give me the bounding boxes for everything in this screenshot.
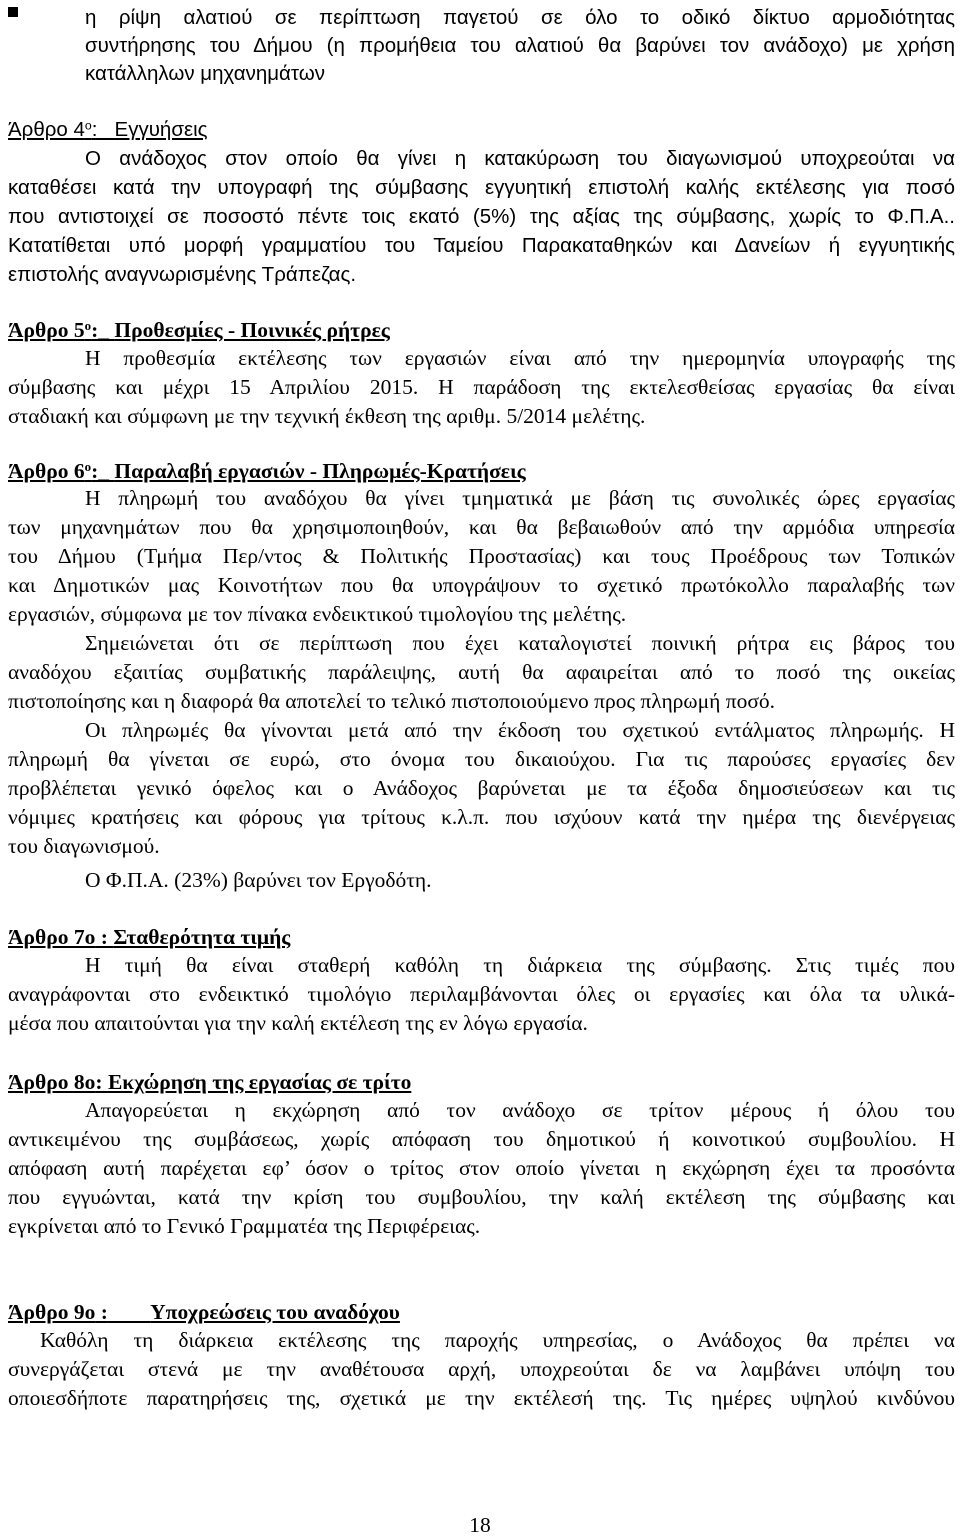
text-line: εργασιών, σύμφωνα με τον πίνακα ενδεικτικού τιμολογίου της μελέτης. bbox=[8, 602, 627, 626]
text-line: μέσα που απαιτούνται για την καλή εκτέλεση της εν λόγω εργασία. bbox=[8, 1011, 588, 1035]
paragraph bbox=[8, 144, 955, 289]
text-line: αντικειμένου της συμβάσεως, χωρίς απόφαση του δημοτικού ή κοινοτικού συμβουλίου. Η bbox=[8, 1127, 955, 1151]
text-line: και Δημοτικών μας Κοινοτήτων που θα υπογράψουν το σχετικό πρωτόκολλο παραλαβής των bbox=[8, 573, 955, 597]
text-line: του Δήμου (Τμήμα Περ/ντος & Πολιτικής Προστασίας) και τους Προέδρους των Τοπικών bbox=[8, 544, 955, 568]
text-line: Η τιμή θα είναι σταθερή καθόλη τη διάρκεια της σύμβασης. Στις τιμές που bbox=[85, 953, 955, 977]
article-8-body bbox=[8, 1096, 955, 1241]
text-line: απόφαση αυτή παρέχεται εφ’ όσον ο τρίτος στον οποίο γίνεται η εκχώρηση έχει τα προσόντα bbox=[8, 1156, 955, 1180]
paragraph bbox=[8, 629, 955, 716]
text-line: νόμιμες κρατήσεις και φόρους για τρίτους κ.λ.π. που ισχύουν κατά την ημέρα της διενέργειας bbox=[8, 805, 955, 829]
page-number: 18 bbox=[469, 1513, 491, 1537]
text-line: αναδόχου εξαιτίας συμβατικής παράλειψης, αυτή θα αφαιρείται από το ποσό της οικείας bbox=[8, 660, 955, 684]
text-line: εγκρίνεται από το Γενικό Γραμματέα της Περιφέρειας. bbox=[8, 1214, 481, 1238]
text-line: σύμβασης και μέχρι 15 Απριλίου 2015. Η παράδοση της εκτελεσθείσας εργασίας θα είναι bbox=[8, 375, 955, 399]
paragraph bbox=[8, 1326, 955, 1413]
heading-separator: :_ bbox=[91, 118, 115, 141]
article-5-body bbox=[8, 344, 955, 431]
heading-title: Υποχρεώσεις του αναδόχου bbox=[150, 1300, 400, 1324]
heading-title: Προθεσμίες - Ποινικές ρήτρες bbox=[114, 318, 390, 342]
text-line: του διαγωνισμού. bbox=[8, 834, 160, 858]
text-line: Ο ανάδοχος στον οποίο θα γίνει η κατακύρωση του διαγωνισμού υποχρεούται να bbox=[85, 147, 955, 170]
heading-label: Άρθρο 6 bbox=[8, 459, 85, 483]
text-line: οποιεσδήποτε παρατηρήσεις της, σχετικά με την εκτέλεσή της. Τις ημέρες υψηλού κινδύνου bbox=[8, 1386, 955, 1410]
paragraph bbox=[8, 1096, 955, 1241]
heading-title: Εκχώρηση της εργασίας σε τρίτο bbox=[107, 1070, 412, 1094]
heading-title: Σταθερότητα τιμής bbox=[113, 925, 291, 949]
text-line: πιστοποίησης και η διαφορά θα αποτελεί το τελικό πιστοποιούμενο προς πληρωμή ποσό. bbox=[8, 689, 776, 713]
paragraph bbox=[8, 716, 955, 861]
article-7-heading bbox=[8, 923, 290, 952]
article-5-heading bbox=[8, 316, 390, 345]
article-4-heading bbox=[8, 116, 208, 144]
heading-label: Άρθρο 5 bbox=[8, 318, 85, 342]
text-line: προβλέπεται γενικό όφελος και ο Ανάδοχος βαρύνεται με τα έξοδα δημοσιεύσεων και τις bbox=[8, 776, 955, 800]
text-line: Οι πληρωμές θα γίνονται μετά από την έκδοση του σχετικού εντάλματος πληρωμής. Η bbox=[85, 718, 955, 742]
article-4-body bbox=[8, 144, 955, 289]
paragraph bbox=[8, 344, 955, 431]
article-9-heading bbox=[8, 1298, 400, 1327]
heading-separator: : bbox=[95, 925, 114, 949]
text-line: πληρωμή θα γίνεται σε ευρώ, στο όνομα του δικαιούχου. Για τις παρούσες εργασίες δεν bbox=[8, 747, 955, 771]
heading-separator: : bbox=[95, 1300, 108, 1324]
heading-label: Άρθρο 7ο bbox=[8, 925, 96, 949]
bullet-item-text bbox=[85, 4, 955, 88]
paragraph bbox=[8, 951, 955, 1038]
heading-separator: : bbox=[95, 1070, 108, 1094]
text-line: επιστολής αναγνωρισμένης Τράπεζας. bbox=[8, 263, 357, 286]
heading-separator: :_ bbox=[91, 318, 115, 342]
heading-ordinal: ο bbox=[84, 459, 92, 474]
heading-label: Άρθρο 8ο bbox=[8, 1070, 96, 1094]
text-line: η ρίψη αλατιού σε περίπτωση παγετού σε όλο το οδικό δίκτυο αρμοδιότητας bbox=[85, 6, 955, 29]
text-line: συντήρησης του Δήμου (η προμήθεια του αλατιού θα βαρύνει τον ανάδοχο) με χρήση bbox=[85, 34, 955, 57]
text-line: Καθόλη τη διάρκεια εκτέλεσης της παροχής υπηρεσίας, ο Ανάδοχος θα πρέπει να bbox=[40, 1328, 955, 1352]
paragraph bbox=[8, 484, 955, 629]
heading-label: Άρθρο 4 bbox=[8, 118, 85, 141]
text-line: Απαγορεύεται η εκχώρηση από τον ανάδοχο σε τρίτον μέρους ή όλου του bbox=[85, 1098, 955, 1122]
text-line: των μηχανημάτων που θα χρησιμοποιηθούν, και θα βεβαιωθούν από την αρμόδια υπηρεσία bbox=[8, 515, 955, 539]
text-line: συνεργάζεται στενά με την αναθέτουσα αρχή, υποχρεούται δε να λαμβάνει υπόψη του bbox=[8, 1357, 955, 1381]
heading-title: Εγγυήσεις bbox=[114, 118, 208, 141]
text-line: Η πληρωμή του αναδόχου θα γίνει τμηματικά με βάση τις συνολικές ώρες εργασίας bbox=[85, 486, 955, 510]
heading-ordinal: ο bbox=[84, 318, 92, 333]
heading-gap bbox=[108, 1300, 150, 1324]
text-line: Ο Φ.Π.Α. (23%) βαρύνει τον Εργοδότη. bbox=[85, 868, 432, 892]
article-6-body bbox=[8, 484, 955, 895]
text-line: Η προθεσμία εκτέλεσης των εργασιών είναι από την ημερομηνία υπογραφής της bbox=[85, 346, 955, 370]
text-line: Σημειώνεται ότι σε περίπτωση που έχει καταλογιστεί ποινική ρήτρα εις βάρος του bbox=[85, 631, 955, 655]
text-line: σταδιακή και σύμφωνη με την τεχνική έκθεση της αριθμ. 5/2014 μελέτης. bbox=[8, 404, 646, 428]
heading-title: Παραλαβή εργασιών - Πληρωμές-Κρατήσεις bbox=[114, 459, 526, 483]
article-7-body bbox=[8, 951, 955, 1038]
text-line: που αντιστοιχεί σε ποσοστό πέντε τοις εκατό (5%) της αξίας της σύμβασης, χωρίς το Φ.Π.Α.. bbox=[8, 205, 955, 228]
article-6-heading bbox=[8, 457, 526, 486]
heading-separator: :_ bbox=[91, 459, 115, 483]
text-line: που εγγυώνται, κατά την κρίση του συμβουλίου, την καλή εκτέλεση της σύμβασης και bbox=[8, 1185, 955, 1209]
square-bullet-icon bbox=[8, 7, 18, 17]
text-line: αναγράφονται στο ενδεικτικό τιμολόγιο περιλαμβάνονται όλες οι εργασίες και όλα τα υλικά- bbox=[8, 982, 955, 1006]
heading-ordinal: ο bbox=[84, 118, 92, 133]
article-9-body bbox=[8, 1326, 955, 1413]
text-line: κατάλληλων μηχανημάτων bbox=[85, 62, 325, 85]
heading-label: Άρθρο 9ο bbox=[8, 1300, 96, 1324]
text-line: καταθέσει κατά την υπογραφή της σύμβασης εγγυητική επιστολή καλής εκτέλεσης για ποσό bbox=[8, 176, 955, 199]
article-8-heading bbox=[8, 1068, 411, 1097]
paragraph bbox=[8, 866, 955, 895]
text-line: Κατατίθεται υπό μορφή γραμματίου του Ταμείου Παρακαταθηκών και Δανείων ή εγγυητικής bbox=[8, 234, 955, 257]
